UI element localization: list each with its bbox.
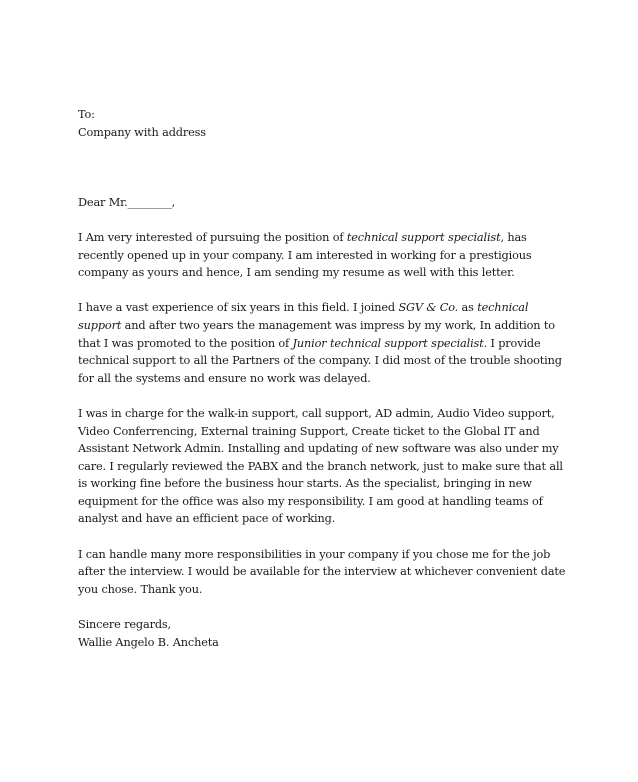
spacer <box>78 141 568 176</box>
salutation: Dear Mr.________, <box>78 195 176 209</box>
to-label: To: <box>78 108 95 121</box>
spacer <box>78 282 568 300</box>
first-role: technical support <box>78 301 529 332</box>
promoted-role: Junior technical support specialist <box>292 336 484 350</box>
spacer <box>78 176 568 194</box>
paragraph-closing: I can handle many more responsibilities in your company if you chose me for the job after the interview. I would be available for the interview at whichever convenient date you chose. Thank you. <box>78 547 566 596</box>
position-title: technical support specialist <box>346 230 501 244</box>
paragraph-experience-text-4: . I provide technical support to all the Partners of the company. I did most of the trouble shooting for all the systems and ensure no work was delayed. <box>78 336 562 385</box>
cover-letter <box>78 106 568 651</box>
spacer <box>78 528 568 546</box>
paragraph-responsibilities: I was in charge for the walk-in support, call support, AD admin, Audio Video support, Video Conferrencing, External training Support, Create ticket to the Global IT and Assistant Network Admin. Installing and updating of new software was also under my care. I regularly reviewed the PABX and the branch network, just to make sure that all is working fine before the business hour starts. As the specialist, bringing in new equipment for the office was also my responsibility. I am good at handling teams of analyst and have an efficient pace of working. <box>78 406 563 526</box>
company-name: SGV & Co. <box>398 301 459 315</box>
paragraph-intro-text-2: , has recently opened up in your company. I am interested in working for a prestigious company as yours and hence, I am sending my resume as well with this letter. <box>78 230 532 280</box>
paragraph-intro <box>78 229 568 282</box>
spacer <box>78 387 568 405</box>
recipient-address: Company with address <box>78 125 206 139</box>
signature-name: Wallie Angelo B. Ancheta <box>78 635 219 649</box>
paragraph-experience-text-2: as <box>458 301 478 315</box>
paragraph-experience-text-1: I have a vast experience of six years in this field. I joined <box>78 301 399 315</box>
spacer <box>78 211 568 229</box>
spacer <box>78 598 568 616</box>
paragraph-intro-text-1: I Am very interested of pursuing the position of <box>78 230 347 244</box>
closing-phrase: Sincere regards, <box>78 618 171 632</box>
paragraph-experience <box>78 299 568 387</box>
paragraph-experience-text-3: and after two years the management was impress by my work, In addition to that I was promoted to the position of <box>78 318 555 350</box>
